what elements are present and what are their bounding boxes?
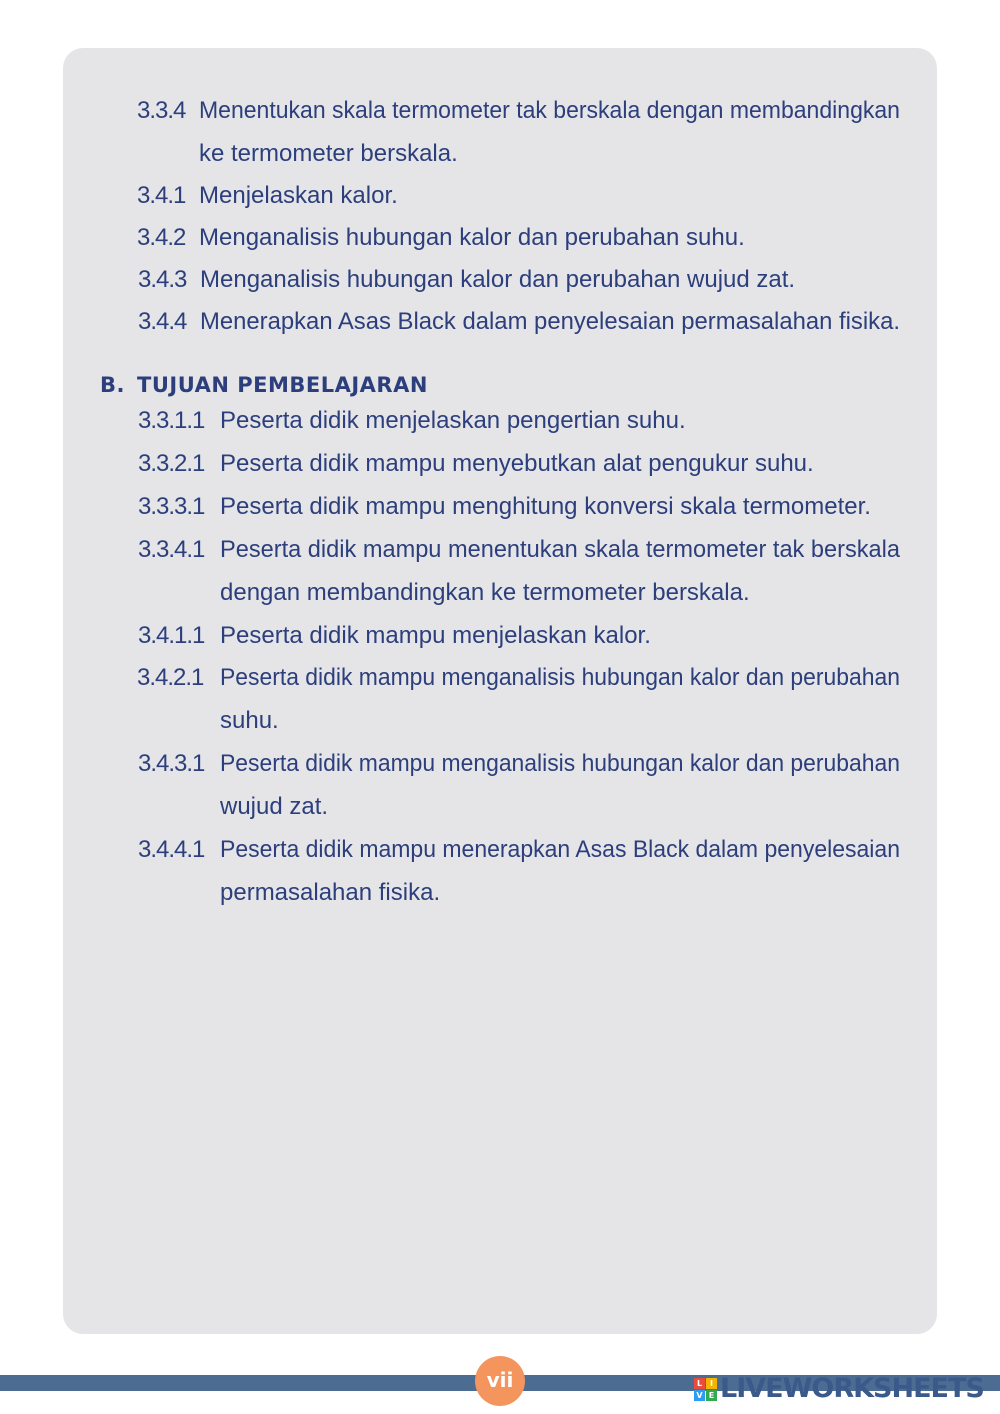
indicator-text: Menganalisis hubungan kalor dan perubahan wujud zat. — [200, 266, 796, 293]
logo-letter: I — [706, 1378, 717, 1389]
objective-number: 3.3.2.1 — [138, 450, 205, 477]
indicator-text: Menentukan skala termometer tak berskala dengan membandingkan — [199, 97, 900, 124]
liveworksheets-logo[interactable] — [694, 1374, 984, 1404]
objective-text: Peserta didik mampu menyebutkan alat pengukur suhu. — [220, 450, 814, 477]
objective-row — [138, 828, 900, 914]
objective-text-continued: permasalahan fisika. — [220, 879, 441, 906]
objective-text-continued: suhu. — [220, 707, 279, 734]
objective-number: 3.4.1.1 — [138, 622, 205, 649]
objective-text: Peserta didik mampu menentukan skala termometer tak berskala — [220, 536, 901, 563]
indicator-text-continued: ke termometer berskala. — [199, 140, 458, 167]
indicator-number: 3.4.4 — [138, 308, 187, 335]
objective-number: 3.4.3.1 — [138, 750, 205, 777]
logo-letter: L — [694, 1378, 705, 1389]
objective-text: Peserta didik mampu menjelaskan kalor. — [220, 622, 651, 649]
section-title: TUJUAN PEMBELAJARAN — [137, 373, 428, 397]
logo-letter: V — [694, 1390, 705, 1401]
indicator-text: Menjelaskan kalor. — [199, 182, 398, 209]
indicator-number: 3.4.2 — [137, 224, 186, 251]
indicator-text: Menganalisis hubungan kalor dan perubahan suhu. — [199, 224, 745, 251]
objective-text: Peserta didik mampu menganalisis hubungan kalor dan perubahan — [220, 750, 900, 777]
objective-row — [137, 656, 900, 742]
objective-row — [138, 528, 900, 614]
objective-text: Peserta didik mampu menerapkan Asas Black dalam penyelesaian — [220, 836, 900, 863]
brand-name: LIVEWORKSHEETS — [720, 1373, 984, 1404]
objective-text: Peserta didik menjelaskan pengertian suhu. — [220, 407, 686, 434]
objective-number: 3.4.4.1 — [138, 836, 205, 863]
objective-text-continued: wujud zat. — [220, 793, 329, 820]
objective-number: 3.3.3.1 — [138, 493, 205, 520]
logo-letter: E — [706, 1390, 717, 1401]
section-heading — [100, 370, 428, 400]
indicator-number: 3.3.4 — [137, 97, 186, 124]
indicator-number: 3.4.3 — [138, 266, 187, 293]
page-number-badge: vii — [475, 1356, 525, 1406]
objective-text: Peserta didik mampu menghitung konversi skala termometer. — [220, 493, 871, 520]
objective-number: 3.3.1.1 — [138, 407, 205, 434]
indicator-row — [137, 89, 900, 175]
indicator-number: 3.4.1 — [137, 182, 186, 209]
objective-number: 3.3.4.1 — [138, 536, 205, 563]
objective-text-continued: dengan membandingkan ke termometer berskala. — [220, 579, 750, 606]
objective-row — [138, 742, 900, 828]
indicator-text: Menerapkan Asas Black dalam penyelesaian permasalahan fisika. — [200, 308, 900, 335]
objective-text: Peserta didik mampu menganalisis hubungan kalor dan perubahan — [220, 664, 900, 691]
objective-number: 3.4.2.1 — [137, 664, 204, 691]
logo-grid-icon — [694, 1378, 717, 1401]
section-letter: B. — [100, 373, 125, 397]
